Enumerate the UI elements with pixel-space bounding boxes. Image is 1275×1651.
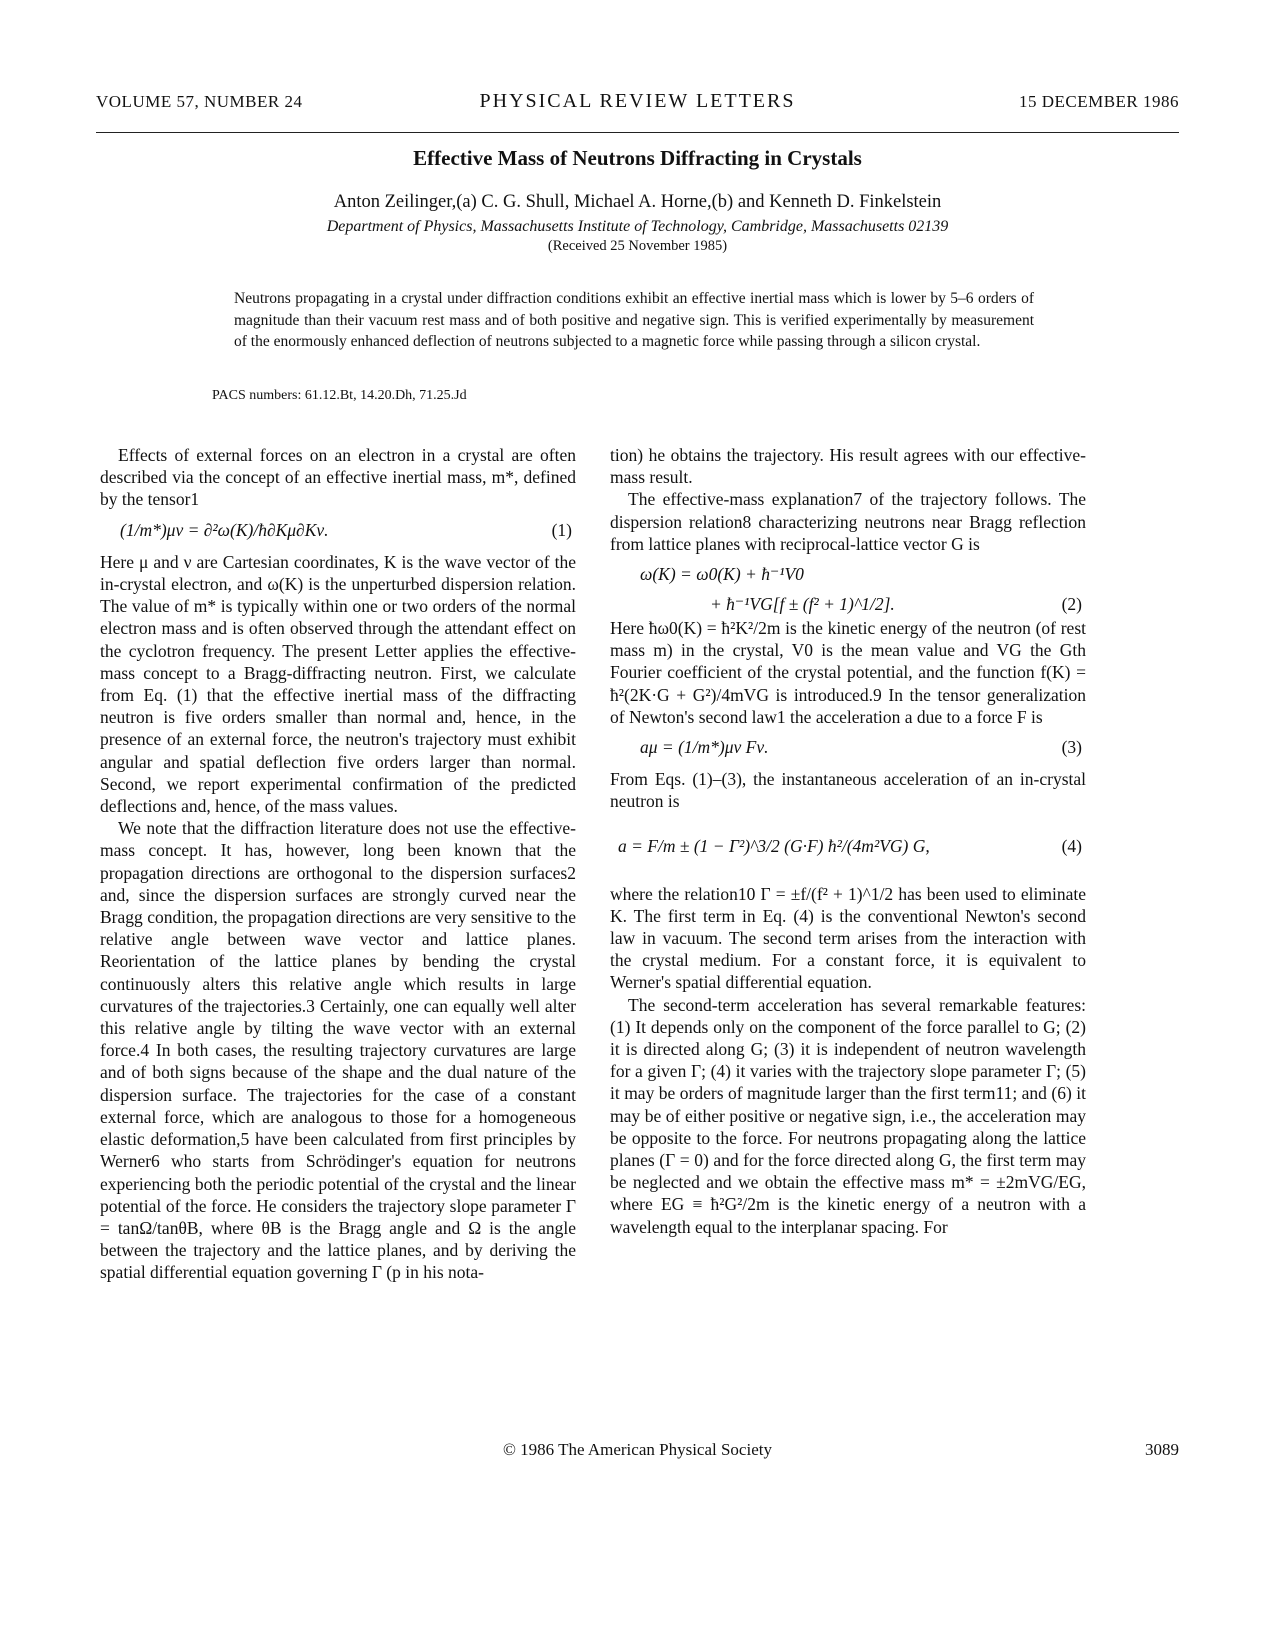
- equation-1: [100, 519, 576, 541]
- paragraph: From Eqs. (1)–(3), the instantaneous acceleration of an in-crystal neutron is: [610, 769, 1086, 812]
- left-column: [100, 444, 576, 1284]
- journal-name: PHYSICAL REVIEW LETTERS: [479, 90, 796, 112]
- paragraph: tion) he obtains the trajectory. His result agrees with our effective-mass result.: [610, 445, 1086, 488]
- equation-4: [610, 821, 1086, 873]
- equation-number: (2): [1061, 594, 1082, 615]
- paragraph: Here ħω0(K) = ħ²K²/2m is the kinetic energy of the neutron (of rest mass m) in the crystal, V0 is the mean value and VG the Gth Fourier coefficient of the crystal potential, and the function f(K) = ħ²(2K·G + G²)/4mVG is introduced.9 In the tensor generalization of Newton's second law1 the acceleration a due to a force F is: [610, 618, 1086, 727]
- journal-volume: VOLUME 57, NUMBER 24: [96, 92, 303, 111]
- equation-3: [610, 736, 1086, 758]
- equation-number: (3): [1061, 737, 1082, 758]
- equation-body: aμ = (1/m*)μν Fν.: [640, 737, 769, 758]
- paragraph: The effective-mass explanation7 of the trajectory follows. The dispersion relation8 characterizing neutrons near Bragg reflection from lattice planes with reciprocal-lattice vector G is: [610, 489, 1086, 554]
- equation-2: [610, 563, 1086, 615]
- right-column: [610, 444, 1086, 1238]
- paragraph: We note that the diffraction literature does not use the effective-mass concept. It has, however, long been known that the propagation directions are orthogonal to the dispersion surfaces2 and, since the dispersion surfaces are strongly curved near the Bragg condition, the propagation directions are very sensitive to the relative angle between wave vector and lattice planes. Reorientation of the lattice planes by bending the crystal continuously alters this relative angle which results in large curvatures of the trajectories.3 Certainly, one can equally well alter this relative angle by tilting the wave vector with an external force.4 In both cases, the resulting trajectory curvatures are large and of both signs because of the shape and the dual nature of the dispersion surface. The trajectories for the case of a constant external force, which are analogous to those for a homogeneous elastic deformation,5 have been calculated from first principles by Werner6 who starts from Schrödinger's equation for neutrons experiencing both the periodic potential of the crystal and the linear potential of the force. He considers the trajectory slope parameter Γ = tanΩ/tanθB, where θB is the Bragg angle and Ω is the angle between the trajectory and the lattice planes, and by deriving the spatial differential equation governing Γ (p in his nota-: [100, 818, 576, 1283]
- paragraph: The second-term acceleration has several remarkable features: (1) It depends only on the component of the force parallel to G; (2) it is directed along G; (3) it is independent of neutron wavelength for a given Γ; (4) it varies with the trajectory slope parameter Γ; (5) it may be orders of magnitude larger than the first term11; and (6) it may be of either positive or negative sign, i.e., the acceleration may be opposite to the force. For neutrons propagating along the lattice planes (Γ = 0) and for the force directed along G, the first term may be neglected and we obtain the effective mass m* = ±2mVG/EG, where EG ≡ ħ²G²/2m is the kinetic energy of a neutron with a wavelength equal to the interplanar spacing. For: [610, 994, 1086, 1237]
- issue-date: 15 DECEMBER 1986: [1018, 92, 1179, 111]
- paragraph: Effects of external forces on an electron in a crystal are often described via the concept of an effective inertial mass, m*, defined by the tensor1: [100, 445, 576, 510]
- page-number: 3089: [1145, 1440, 1179, 1459]
- page-footer: [96, 1440, 1179, 1464]
- affiliation: Department of Physics, Massachusetts Institute of Technology, Cambridge, Massachusetts 02139: [326, 218, 949, 235]
- equation-number: (4): [1061, 835, 1082, 856]
- paragraph: Here μ and ν are Cartesian coordinates, K is the wave vector of the in-crystal electron, and ω(K) is the unperturbed dispersion relation. The value of m* is typically within one or two orders of the normal electron mass and is often observed through the attendant effect on the cyclotron frequency. The present Letter applies the effective-mass concept to a Bragg-diffracting neutron. First, we calculate from Eq. (1) that the effective inertial mass of the diffracting neutron is five orders smaller than normal and, hence, in the presence of an external force, the neutron's trajectory must exhibit angular and spatial deflection five orders larger than normal. Second, we report experimental confirmation of the predicted deflections and, hence, of the mass values.: [100, 551, 576, 817]
- equation-line: + ħ⁻¹VG[f ± (f² + 1)^1/2].: [710, 594, 895, 615]
- article-title: Effective Mass of Neutrons Diffracting in Crystals: [413, 146, 862, 170]
- equation-body: (1/m*)μν = ∂²ω(K)/ħ∂Kμ∂Kν.: [120, 519, 329, 540]
- running-head: [96, 92, 1179, 118]
- equation-number: (1): [551, 519, 572, 540]
- copyright-notice: © 1986 The American Physical Society: [503, 1440, 772, 1459]
- equation-line: ω(K) = ω0(K) + ħ⁻¹V0: [640, 564, 804, 585]
- equation-body: a = F/m ± (1 − Γ²)^3/2 (G·F) ħ²/(4m²VG) G,: [618, 835, 930, 856]
- author-list: Anton Zeilinger,(a) C. G. Shull, Michael A. Horne,(b) and Kenneth D. Finkelstein: [333, 192, 942, 212]
- pacs-numbers: PACS numbers: 61.12.Bt, 14.20.Dh, 71.25.Jd: [212, 388, 467, 403]
- abstract: Neutrons propagating in a crystal under diffraction conditions exhibit an effective inertial mass which is lower by 5–6 orders of magnitude than their vacuum rest mass and of both positive and negative sign. This is verified experimentally by measurement of the enormously enhanced deflection of neutrons subjected to a magnetic force while passing through a silicon crystal.: [234, 290, 1034, 350]
- paragraph: where the relation10 Γ = ±f/(f² + 1)^1/2 has been used to eliminate K. The first term in Eq. (4) is the conventional Newton's second law in vacuum. The second term arises from the interaction with the crystal medium. For a constant force, it is equivalent to Werner's spatial differential equation.: [610, 883, 1086, 993]
- header-rule: [96, 132, 1179, 133]
- received-date: (Received 25 November 1985): [547, 238, 728, 254]
